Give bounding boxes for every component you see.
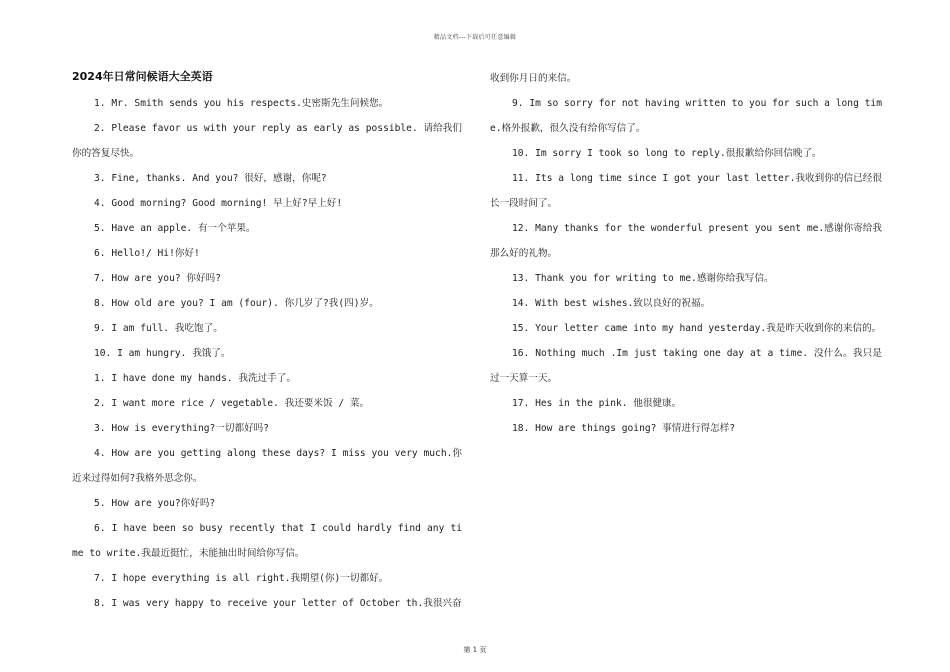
paragraph: 2. I want more rice / vegetable. 我还要米饭 / 菜。 bbox=[94, 398, 370, 409]
paragraph: 6. I have been so busy recently that I could hardly find any time to write.我最近挺忙，未能抽出时间给你写信。 bbox=[72, 523, 462, 559]
page-number: 第 1 页 bbox=[463, 646, 487, 654]
paragraph: 8. I was very happy to receive your letter of October th.我很兴奋 bbox=[94, 598, 462, 609]
paragraph: 1. I have done my hands. 我洗过手了。 bbox=[94, 373, 296, 384]
paragraph: 4. How are you getting along these days? I miss you very much.你近来过得如何?我格外思念你。 bbox=[72, 448, 462, 484]
paragraph: 13. Thank you for writing to me.感谢你给我写信。 bbox=[512, 273, 774, 284]
paragraph: 5. Have an apple. 有一个苹果。 bbox=[94, 223, 256, 234]
paragraph: 10. Im sorry I took so long to reply.很报歉给你回信晚了。 bbox=[512, 148, 822, 159]
paragraph: 15. Your letter came into my hand yesterday.我是昨天收到你的来信的。 bbox=[512, 323, 882, 334]
paragraph: 17. Hes in the pink. 他很健康。 bbox=[512, 398, 682, 409]
paragraph-continuation: 收到你月日的来信。 bbox=[490, 73, 577, 84]
paragraph: 14. With best wishes.致以良好的祝福。 bbox=[512, 298, 711, 309]
left-column bbox=[72, 66, 462, 616]
document-title: 2024年日常问候语大全英语 bbox=[72, 70, 213, 83]
paragraph: 3. Fine, thanks. And you? 很好，感谢，你呢? bbox=[94, 173, 327, 184]
paragraph: 7. I hope everything is all right.我期望(你)一切都好。 bbox=[94, 573, 389, 584]
paragraph: 11. Its a long time since I got your last letter.我收到你的信已经很长一段时间了。 bbox=[490, 173, 882, 209]
paragraph: 1. Mr. Smith sends you his respects.史密斯先生问候您。 bbox=[94, 98, 389, 109]
paragraph: 6. Hello!/ Hi!你好! bbox=[94, 248, 200, 259]
paragraph: 18. How are things going? 事情进行得怎样? bbox=[512, 423, 736, 434]
paragraph: 10. I am hungry. 我饿了。 bbox=[94, 348, 231, 359]
paragraph: 7. How are you? 你好吗? bbox=[94, 273, 221, 284]
right-column bbox=[490, 66, 882, 441]
paragraph: 5. How are you?你好吗? bbox=[94, 498, 216, 509]
paragraph: 9. Im so sorry for not having written to you for such a long time.格外报歉，很久没有给你写信了。 bbox=[490, 98, 882, 134]
paragraph: 3. How is everything?一切都好吗? bbox=[94, 423, 270, 434]
paragraph: 4. Good morning? Good morning! 早上好?早上好! bbox=[94, 198, 343, 209]
page-header: 精品文档---下载后可任意编辑 bbox=[433, 34, 517, 41]
paragraph: 2. Please favor us with your reply as early as possible. 请给我们你的答复尽快。 bbox=[72, 123, 462, 159]
paragraph: 16. Nothing much .Im just taking one day at a time. 没什么。我只是过一天算一天。 bbox=[490, 348, 882, 384]
paragraph: 9. I am full. 我吃饱了。 bbox=[94, 323, 223, 334]
paragraph: 12. Many thanks for the wonderful present you sent me.感谢你寄给我那么好的礼物。 bbox=[490, 223, 882, 259]
paragraph: 8. How old are you? I am (four). 你几岁了?我(四)岁。 bbox=[94, 298, 379, 309]
